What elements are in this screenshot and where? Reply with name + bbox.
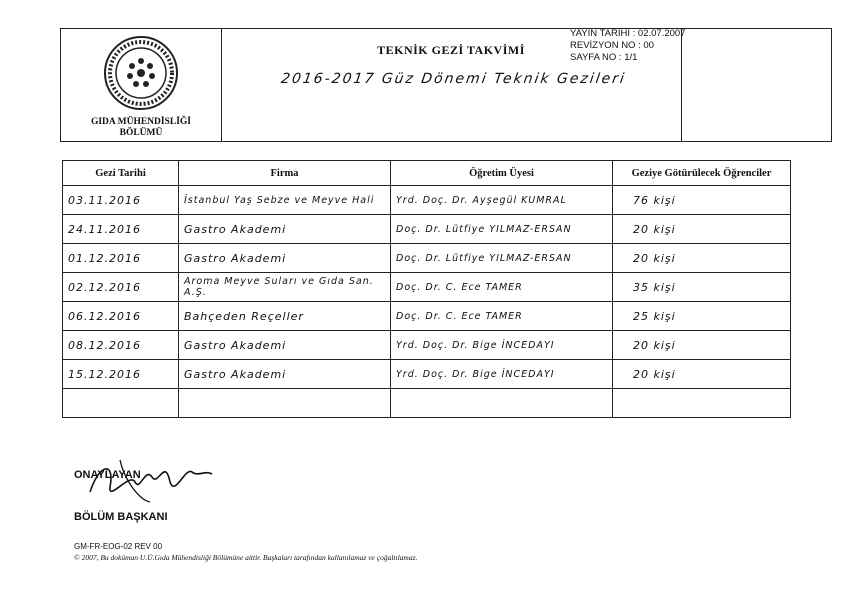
- cell-students: 35 kişi: [613, 273, 791, 302]
- header-block: [60, 28, 832, 142]
- publish-date: YAYIN TARİHİ : 02.07.2007: [570, 28, 686, 39]
- col-header-date: Gezi Tarihi: [63, 161, 179, 186]
- cell-lecturer: Yrd. Doç. Dr. Bige İNCEDAYI: [391, 360, 613, 389]
- revision-no: REVİZYON NO : 00: [570, 40, 654, 51]
- table-row: [63, 360, 791, 389]
- cell-students: 20 kişi: [613, 331, 791, 360]
- cell-firm: Gastro Akademi: [179, 360, 391, 389]
- table-row: [63, 273, 791, 302]
- cell-lecturer: Doç. Dr. C. Ece TAMER: [391, 273, 613, 302]
- cell-firm: Gastro Akademi: [179, 244, 391, 273]
- cell-firm: İstanbul Yaş Sebze ve Meyve Hali: [179, 186, 391, 215]
- cell-lecturer: Yrd. Doç. Dr. Bige İNCEDAYI: [391, 331, 613, 360]
- university-seal-icon: [103, 33, 179, 113]
- approver-title: BÖLÜM BAŞKANI: [74, 511, 168, 523]
- cell-lecturer: Doç. Dr. C. Ece TAMER: [391, 302, 613, 331]
- cell-lecturer: [391, 389, 613, 418]
- approval-label: ONAYLAYAN: [74, 469, 141, 481]
- cell-firm: Gastro Akademi: [179, 331, 391, 360]
- trip-schedule-table: [62, 160, 791, 418]
- col-header-students: Geziye Götürülecek Öğrenciler: [613, 161, 791, 186]
- department-name: [61, 117, 221, 139]
- cell-firm: [179, 389, 391, 418]
- cell-lecturer: Doç. Dr. Lütfiye YILMAZ-ERSAN: [391, 244, 613, 273]
- cell-date: 01.12.2016: [63, 244, 179, 273]
- cell-date: 24.11.2016: [63, 215, 179, 244]
- table-row: [63, 244, 791, 273]
- table-row: [63, 331, 791, 360]
- logo-cell: [61, 29, 222, 141]
- cell-date: 02.12.2016: [63, 273, 179, 302]
- col-header-firm: Firma: [179, 161, 391, 186]
- table-row: [63, 215, 791, 244]
- cell-students: 20 kişi: [613, 360, 791, 389]
- department-line1: GIDA MÜHENDİSLİĞİ: [90, 117, 192, 127]
- cell-students: 20 kişi: [613, 244, 791, 273]
- cell-firm: Aroma Meyve Suları ve Gıda San. A.Ş.: [179, 273, 391, 302]
- signature-icon: [80, 452, 220, 507]
- col-header-lecturer: Öğretim Üyesi: [391, 161, 613, 186]
- cell-firm: Bahçeden Reçeller: [179, 302, 391, 331]
- table-header-row: [63, 161, 791, 186]
- document-subtitle: 2016-2017 Güz Dönemi Teknik Gezileri: [279, 71, 627, 87]
- cell-date: [63, 389, 179, 418]
- document-title: TEKNİK GEZİ TAKVİMİ: [377, 43, 525, 57]
- cell-lecturer: Doç. Dr. Lütfiye YILMAZ-ERSAN: [391, 215, 613, 244]
- cell-date: 03.11.2016: [63, 186, 179, 215]
- cell-students: 76 kişi: [613, 186, 791, 215]
- form-code: GM-FR-EOG-02 REV 00: [74, 542, 163, 551]
- cell-students: 25 kişi: [613, 302, 791, 331]
- table-row: [63, 302, 791, 331]
- doc-info: [570, 28, 685, 64]
- cell-date: 08.12.2016: [63, 331, 179, 360]
- cell-students: 20 kişi: [613, 215, 791, 244]
- cell-students: [613, 389, 791, 418]
- table-row: [63, 186, 791, 215]
- department-line2: BÖLÜMÜ: [119, 128, 163, 138]
- copyright-notice: © 2007, Bu doküman U.Ü.Gıda Mühendisliği Bölümüne aittir. Başkaları tarafından kullanılamaz ve çoğaltılamaz.: [74, 553, 418, 562]
- page-no: SAYFA NO : 1/1: [570, 52, 638, 63]
- cell-lecturer: Yrd. Doç. Dr. Ayşegül KUMRAL: [391, 186, 613, 215]
- table-row-empty: [63, 389, 791, 418]
- cell-date: 06.12.2016: [63, 302, 179, 331]
- cell-firm: Gastro Akademi: [179, 215, 391, 244]
- cell-date: 15.12.2016: [63, 360, 179, 389]
